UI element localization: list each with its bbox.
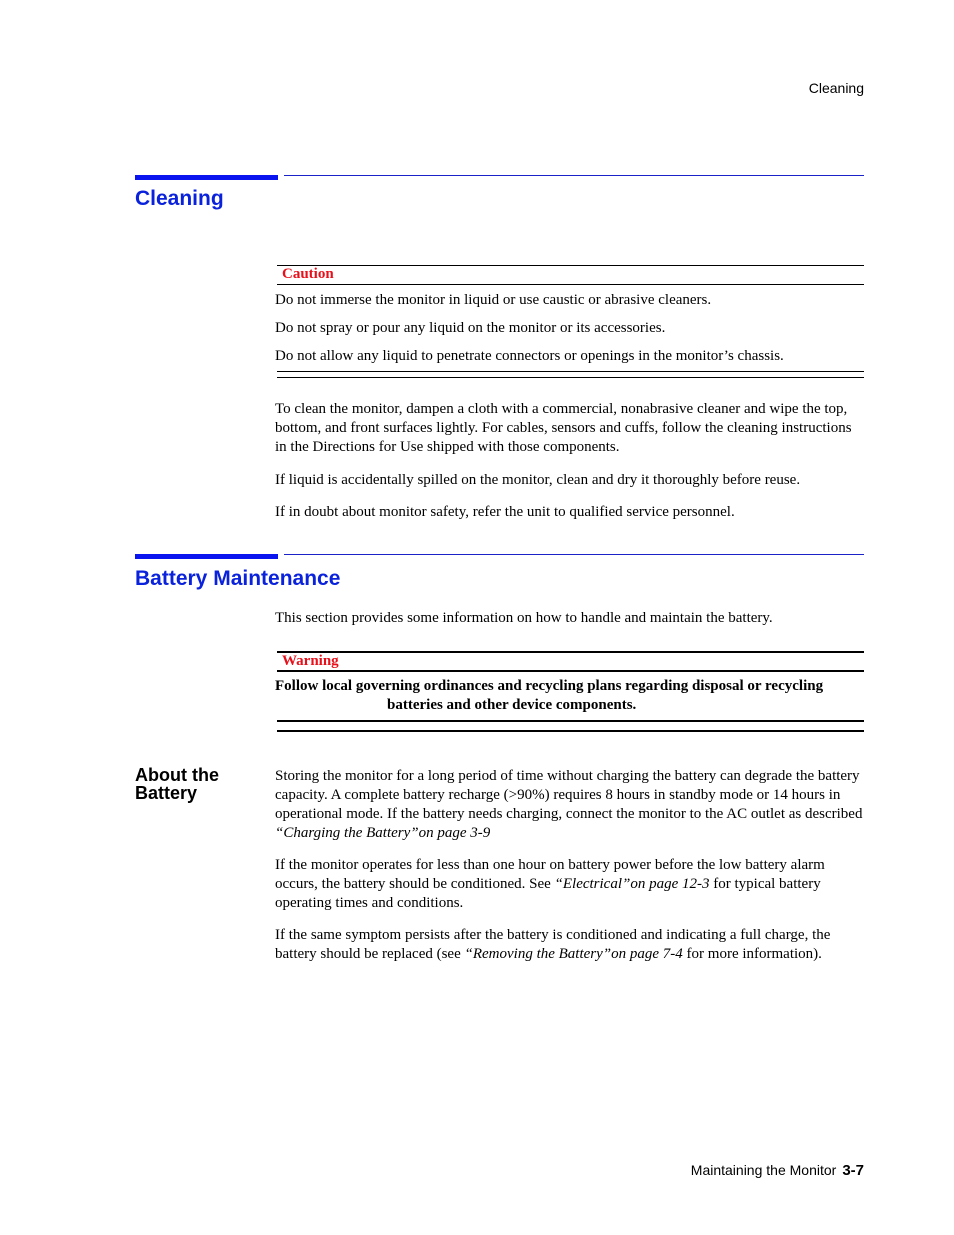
caution-bottom-rule: [277, 371, 864, 372]
cross-reference-link[interactable]: “Charging the Battery”on page 3-9: [275, 825, 491, 841]
running-header: Cleaning: [808, 80, 864, 96]
about-p2-text-a: If the monitor operates for less than one hour on battery power before the low battery alarm occurs, the battery should be conditioned. See: [275, 857, 825, 892]
warning-text: [275, 677, 865, 715]
battery-intro: This section provides some information on how to handle and maintain the battery.: [275, 610, 773, 626]
cleaning-paragraph: If in doubt about monitor safety, refer the unit to qualified service personnel.: [275, 504, 735, 520]
section-rule: [284, 175, 864, 176]
caution-item: Do not allow any liquid to penetrate connectors or openings in the monitor’s chassis.: [275, 348, 784, 364]
caution-item: Do not spray or pour any liquid on the monitor or its accessories.: [275, 320, 666, 336]
cleaning-paragraph: To clean the monitor, dampen a cloth with a commercial, nonabrasive cleaner and wipe the top, bottom, and front surfaces lightly. For cables, sensors and cuffs, follow the cleaning instructions in the Directions for Use shipped with those components.: [275, 401, 852, 455]
warning-label: Warning: [282, 653, 339, 669]
about-p3-text-a: If the same symptom persists after the battery is conditioned and indicating a full charge, the battery should be replaced (see: [275, 927, 831, 962]
cross-reference-link[interactable]: “Electrical”on page 12-3: [554, 876, 710, 892]
footer-chapter: Maintaining the Monitor: [690, 1162, 837, 1178]
cleaning-title: Cleaning: [135, 187, 224, 210]
about-p2-text-b: for typical battery operating times and conditions.: [275, 876, 821, 911]
page-footer: [691, 1162, 864, 1179]
section-bar: [135, 175, 278, 180]
caution-label: Caution: [282, 266, 334, 282]
warning-bottom-rule: [277, 720, 864, 722]
about-paragraph-1: [275, 767, 865, 843]
about-p1-text: Storing the monitor for a long period of time without charging the battery can degrade the battery capacity. A complete battery recharge (>90%) requires 8 hours in standby mode or 14 hours in operational mode. If the battery needs charging, connect the monitor to the AC outlet as described: [275, 768, 863, 822]
caution-item: Do not immerse the monitor in liquid or use caustic or abrasive cleaners.: [275, 292, 712, 308]
warning-line-1: Follow local governing ordinances and recycling plans regarding disposal or recycling: [275, 678, 824, 694]
caution-top-rule: [277, 265, 864, 266]
cleaning-paragraph: If liquid is accidentally spilled on the monitor, clean and dry it thoroughly before reuse.: [275, 472, 801, 488]
warning-line-2: batteries and other device components.: [387, 697, 637, 713]
cross-reference-link[interactable]: “Removing the Battery”on page 7-4: [464, 946, 683, 962]
warning-top-rule: [277, 651, 864, 653]
section-rule: [284, 554, 864, 555]
warning-bottom-rule: [277, 730, 864, 732]
about-p3-text-b: for more information).: [682, 946, 822, 962]
about-paragraph-3: [275, 926, 865, 964]
about-battery-heading: About the Battery: [135, 765, 219, 803]
section-bar: [135, 554, 278, 559]
caution-bottom-rule: [277, 377, 864, 378]
battery-maintenance-title: Battery Maintenance: [135, 567, 341, 590]
page-number: 3-7: [842, 1162, 864, 1179]
about-paragraph-2: [275, 856, 865, 913]
caution-label-rule: [277, 284, 864, 285]
warning-label-rule: [277, 670, 864, 672]
